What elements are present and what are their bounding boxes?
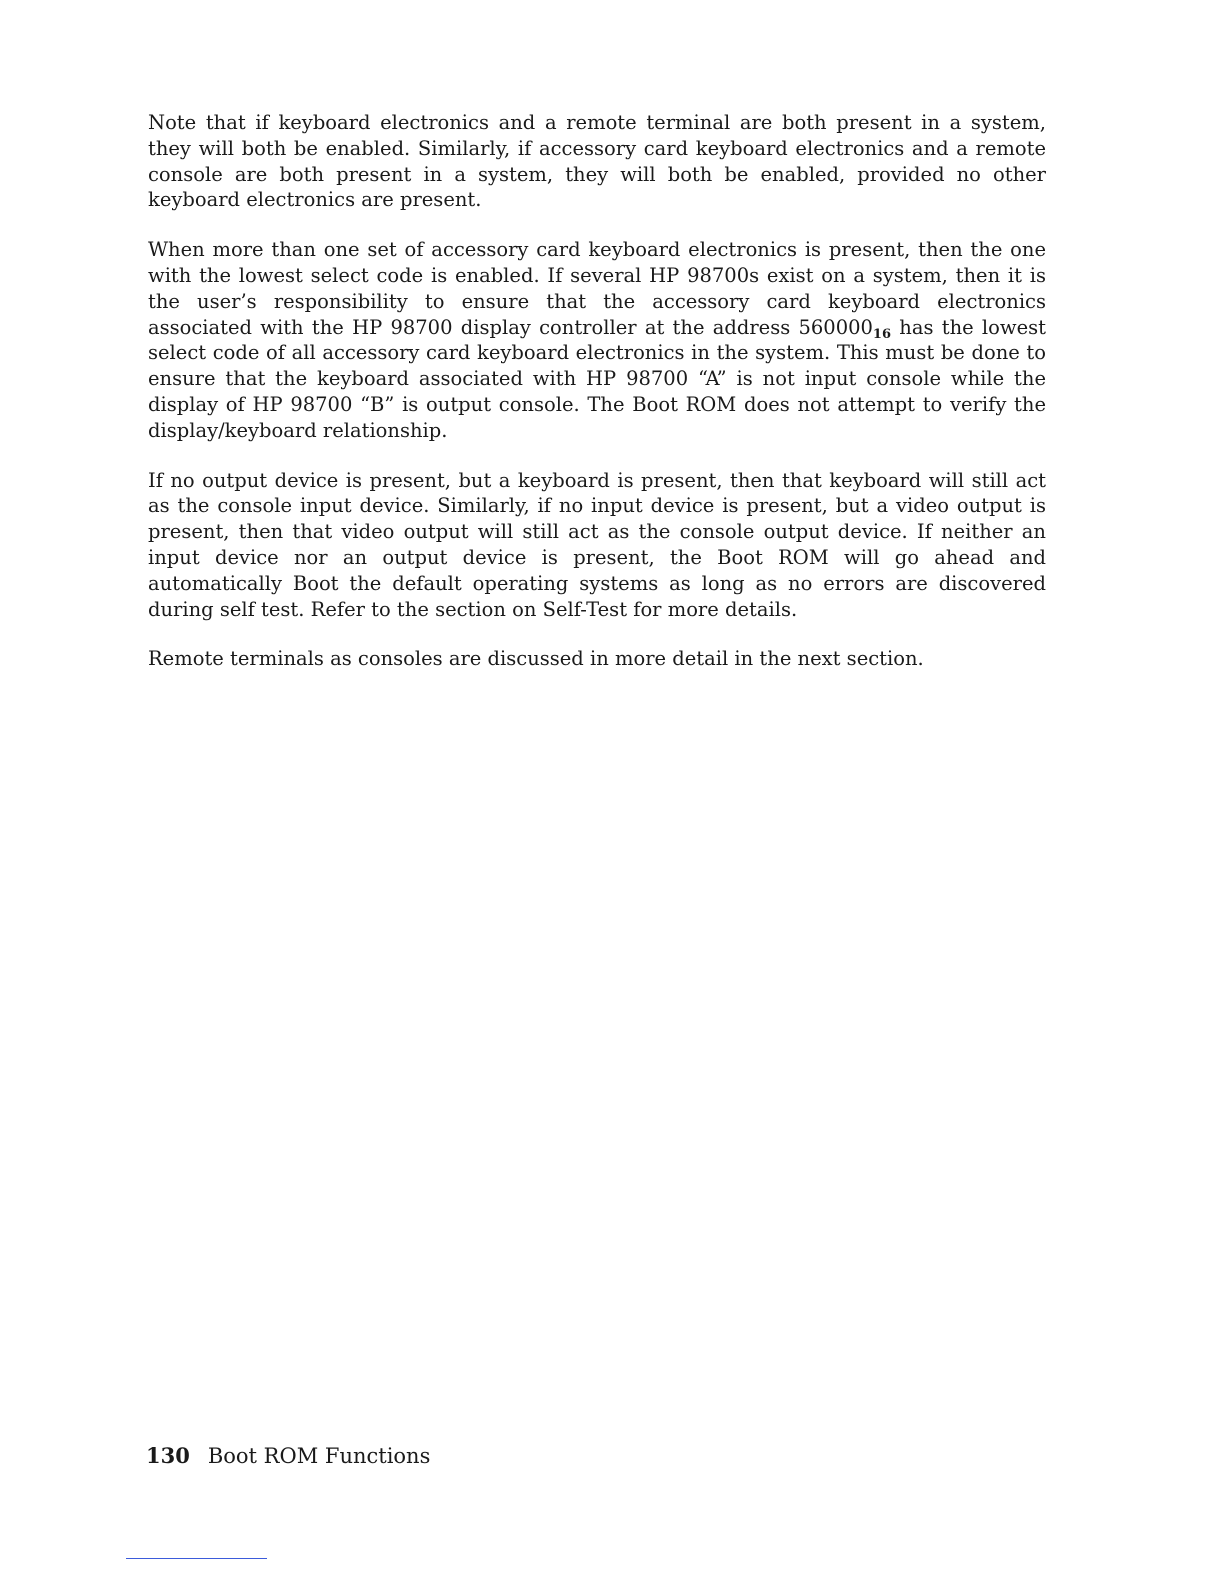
page-footer <box>146 1442 430 1470</box>
paragraph-keyboard-remote-terminal: Note that if keyboard electronics and a remote terminal are both present in a system, they will both be enabled. Similarly, if accessory card keyboard electronics and a remote console are both present in a system, they will both be enabled, provided no other keyboard electronics are present. <box>148 111 1046 212</box>
page-number: 130 <box>146 1443 190 1468</box>
paragraph-no-output-device: If no output device is present, but a keyboard is present, then that keyboard will still act as the console input device. Similarly, if no input device is present, but a video output is present, then that video output will still act as the console output device. If neither an input device nor an output device is present, the Boot ROM will go ahead and automatically Boot the default operating systems as long as no errors are discovered during self test. Refer to the section on Self-Test for more details. <box>148 468 1046 621</box>
page-body <box>148 110 1046 696</box>
paragraph-multiple-keyboard-electronics <box>148 237 1046 443</box>
bottom-divider <box>126 1558 267 1559</box>
address-subscript: 16 <box>872 326 892 342</box>
paragraph-2-text-before: When more than one set of accessory card keyboard electronics is present, then the one with the lowest select code is enabled. If several HP 98700s exist on a system, then it is the user’s responsibility to ensure that the accessory card keyboard electronics associated with the HP 98700 display controller at the address 560000 <box>148 238 1046 339</box>
footer-section-title: Boot ROM Functions <box>207 1444 431 1468</box>
paragraph-2-text-after: has the lowest select code of all accessory card keyboard electronics in the system. This must be done to ensure that the keyboard associated with HP 98700 “A” is not input console while the display of HP 98700 “B” is output console. The Boot ROM does not attempt to verify the display/keyboard relationship. <box>148 315 1046 442</box>
paragraph-remote-terminals: Remote terminals as consoles are discussed in more detail in the next section. <box>148 647 924 671</box>
